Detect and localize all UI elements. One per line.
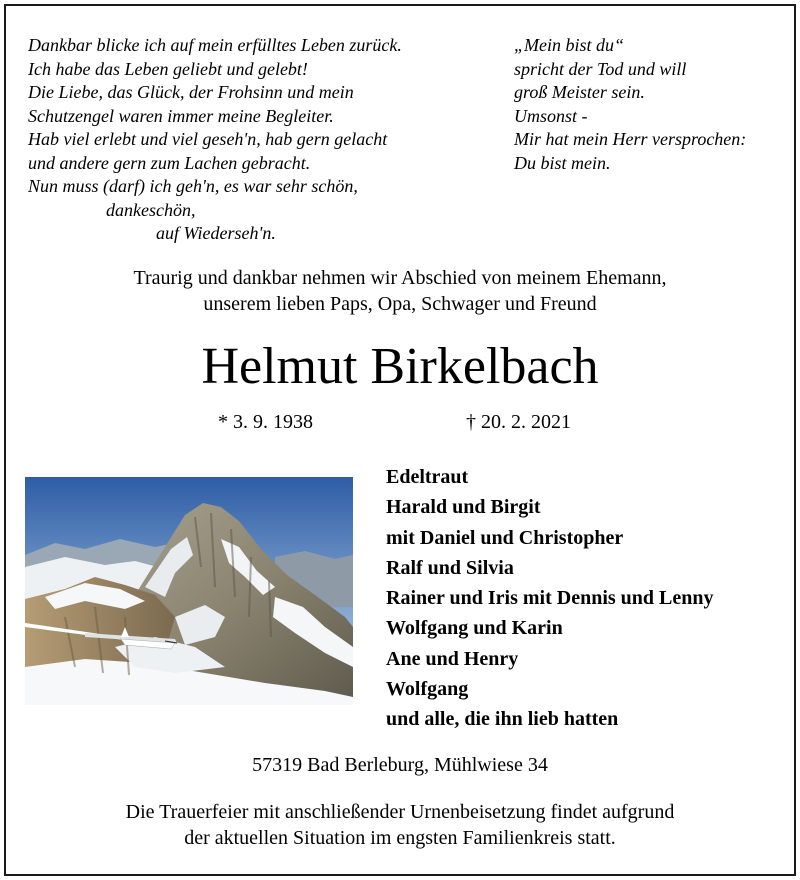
family-member: Wolfgang <box>386 678 469 701</box>
family-member: Edeltraut <box>386 466 469 488</box>
poem-line: „Mein bist du“ <box>514 35 625 55</box>
poem-left <box>28 34 402 246</box>
family-member: Rainer und Iris mit Dennis und Lenny <box>386 587 714 610</box>
poem-line: Dankbar blicke ich auf mein erfülltes Leben zurück. <box>28 35 402 55</box>
funeral-note <box>0 800 800 851</box>
note-line: Die Trauerfeier mit anschließender Urnenbeisetzung findet aufgrund <box>125 801 675 823</box>
family-list <box>386 462 714 735</box>
poem-line: und andere gern zum Lachen gebracht. <box>28 152 311 173</box>
family-member: Ane und Henry <box>386 647 519 670</box>
family-member: und alle, die ihn lieb hatten <box>386 708 619 731</box>
family-member: Harald und Birgit <box>386 496 541 519</box>
farewell-intro <box>0 266 800 317</box>
poem-line: Mir hat mein Herr versprochen: <box>514 129 747 149</box>
mountain-glider-photo <box>25 477 353 705</box>
poem-line: dankeschön, <box>106 199 196 220</box>
death-date: † 20. 2. 2021 <box>466 411 571 433</box>
intro-line: Traurig und dankbar nehmen wir Abschied von meinem Ehemann, <box>133 267 667 289</box>
family-member: mit Daniel und Christopher <box>386 526 624 549</box>
birth-date: * 3. 9. 1938 <box>218 411 313 433</box>
poem-line: Hab viel erlebt und viel geseh'n, hab gern gelacht <box>28 129 388 149</box>
poem-line: Schutzengel waren immer meine Begleiter. <box>28 105 334 126</box>
poem-line: Ich habe das Leben geliebt und gelebt! <box>28 58 308 79</box>
poem-line: Du bist mein. <box>514 152 611 173</box>
poem-right <box>514 34 746 175</box>
poem-line: Die Liebe, das Glück, der Frohsinn und mein <box>28 82 354 102</box>
note-line: der aktuellen Situation im engsten Familienkreis statt. <box>184 826 616 849</box>
deceased-name: Helmut Birkelbach <box>201 338 599 395</box>
poem-line: spricht der Tod und will <box>514 58 687 79</box>
intro-line: unserem lieben Paps, Opa, Schwager und Freund <box>203 292 597 315</box>
family-member: Wolfgang und Karin <box>386 617 563 640</box>
family-member: Ralf und Silvia <box>386 556 514 579</box>
address: 57319 Bad Berleburg, Mühlwiese 34 <box>252 754 548 776</box>
poem-line: Umsonst - <box>514 105 588 126</box>
poem-line: auf Wiederseh'n. <box>156 223 276 243</box>
poem-line: groß Meister sein. <box>514 82 645 102</box>
poem-line: Nun muss (darf) ich geh'n, es war sehr schön, <box>28 176 358 196</box>
